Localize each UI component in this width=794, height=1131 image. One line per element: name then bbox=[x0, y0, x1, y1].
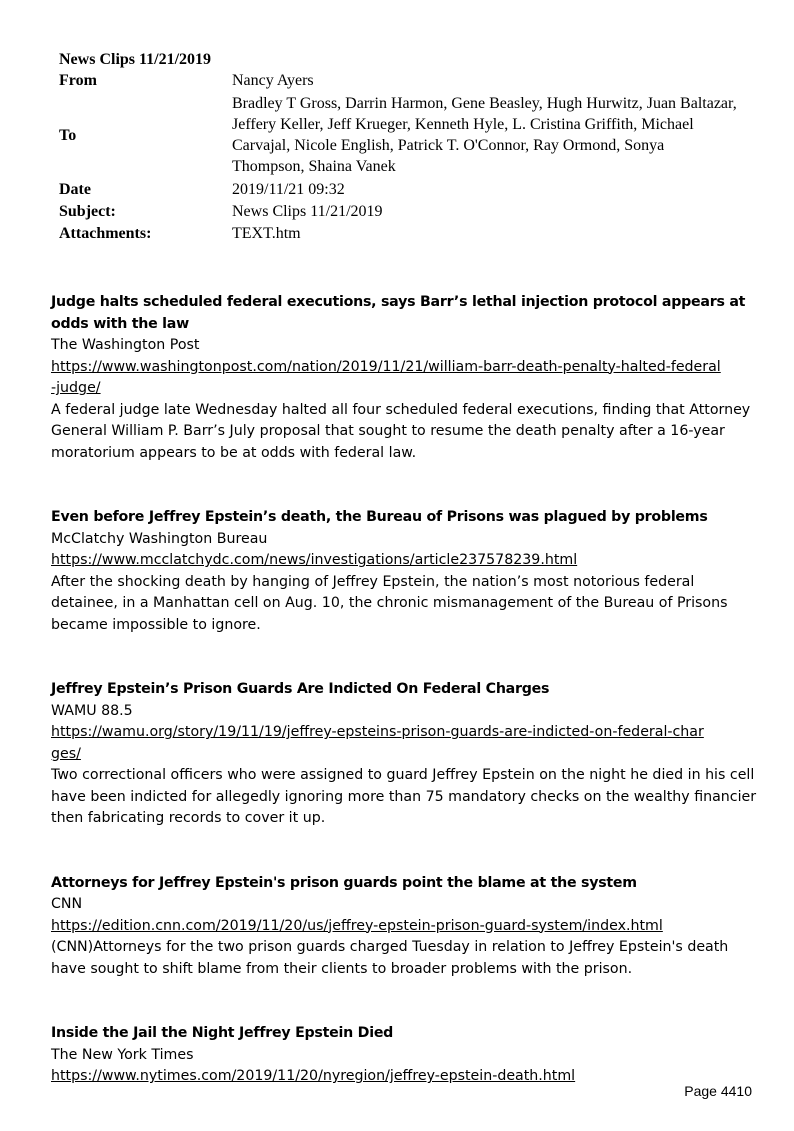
article-headline: Attorneys for Jeffrey Epstein's prison guards point the blame at the system bbox=[51, 874, 637, 891]
news-article bbox=[51, 873, 761, 981]
from-value: Nancy Ayers bbox=[232, 72, 314, 89]
article-source: The Washington Post bbox=[51, 337, 200, 353]
news-clips-list bbox=[51, 292, 761, 1131]
subject-value: News Clips 11/21/2019 bbox=[232, 203, 383, 220]
article-source: WAMU 88.5 bbox=[51, 702, 133, 719]
news-article bbox=[51, 1023, 761, 1088]
from-label: From bbox=[59, 72, 97, 89]
article-link[interactable]: https://www.washingtonpost.com/nation/2019/11/21/william-barr-death-penalty-halted-federal-judge/ bbox=[51, 358, 721, 396]
news-article bbox=[51, 679, 761, 830]
article-link[interactable]: https://www.mcclatchydc.com/news/investigations/article237578239.html bbox=[51, 552, 578, 568]
attachments-value[interactable]: TEXT.htm bbox=[232, 225, 301, 242]
news-article bbox=[51, 507, 761, 636]
from-row bbox=[59, 70, 739, 91]
page-number: Page 4410 bbox=[684, 1083, 752, 1099]
article-source: The New York Times bbox=[51, 1046, 194, 1063]
document-title: News Clips 11/21/2019 bbox=[59, 51, 212, 68]
article-link[interactable]: https://wamu.org/story/19/11/19/jeffrey-epsteins-prison-guards-are-indicted-on-federal-charges/ bbox=[51, 724, 704, 762]
news-article bbox=[51, 292, 761, 464]
article-summary: (CNN)Attorneys for the two prison guards charged Tuesday in relation to Jeffrey Epstein's death have sought to shift blame from their clients to broader problems with the prison. bbox=[51, 939, 729, 977]
attachments-label: Attachments: bbox=[59, 225, 152, 242]
subject-label: Subject: bbox=[59, 203, 116, 220]
article-link[interactable]: https://edition.cnn.com/2019/11/20/us/jeffrey-epstein-prison-guard-system/index.html bbox=[51, 917, 663, 934]
article-headline: Inside the Jail the Night Jeffrey Epstein Died bbox=[51, 1025, 394, 1041]
article-headline: Even before Jeffrey Epstein’s death, the Bureau of Prisons was plagued by problems bbox=[51, 509, 708, 525]
date-value: 2019/11/21 09:32 bbox=[232, 181, 345, 198]
to-value: Bradley T Gross, Darrin Harmon, Gene Beasley, Hugh Hurwitz, Juan Baltazar, Jeffery Keller, Jeff Krueger, Kenneth Hyle, L. Cristina Griffith, Michael Carvajal, Nicole English, Patrick T. O'Connor, Ray Ormond, Sonya Thompson, Shaina Vanek bbox=[232, 95, 737, 175]
email-header bbox=[59, 49, 739, 244]
subject-row bbox=[59, 201, 739, 222]
article-source: McClatchy Washington Bureau bbox=[51, 530, 268, 547]
article-link[interactable]: https://www.nytimes.com/2019/11/20/nyregion/jeffrey-epstein-death.html bbox=[51, 1068, 576, 1084]
article-summary: A federal judge late Wednesday halted all four scheduled federal executions, finding that Attorney General William P. Barr’s July proposal that sought to resume the death penalty after a 16-year moratorium appears to be at odds with federal law. bbox=[51, 401, 751, 461]
article-summary: Two correctional officers who were assigned to guard Jeffrey Epstein on the night he died in his cell have been indicted for allegedly ignoring more than 75 mandatory checks on the wealthy financier then fabricating records to cover it up. bbox=[51, 767, 757, 826]
date-row bbox=[59, 179, 739, 200]
article-summary: After the shocking death by hanging of Jeffrey Epstein, the nation’s most notorious federal detainee, in a Manhattan cell on Aug. 10, the chronic mismanagement of the Bureau of Prisons became impossible to ignore. bbox=[51, 573, 728, 633]
article-source: CNN bbox=[51, 896, 83, 912]
article-headline: Judge halts scheduled federal executions, says Barr’s lethal injection protocol appears at odds with the law bbox=[51, 294, 746, 332]
to-label: To bbox=[59, 126, 77, 144]
attachments-row bbox=[59, 223, 739, 244]
to-row bbox=[59, 93, 739, 177]
article-headline: Jeffrey Epstein’s Prison Guards Are Indicted On Federal Charges bbox=[51, 681, 550, 697]
date-label: Date bbox=[59, 181, 91, 198]
